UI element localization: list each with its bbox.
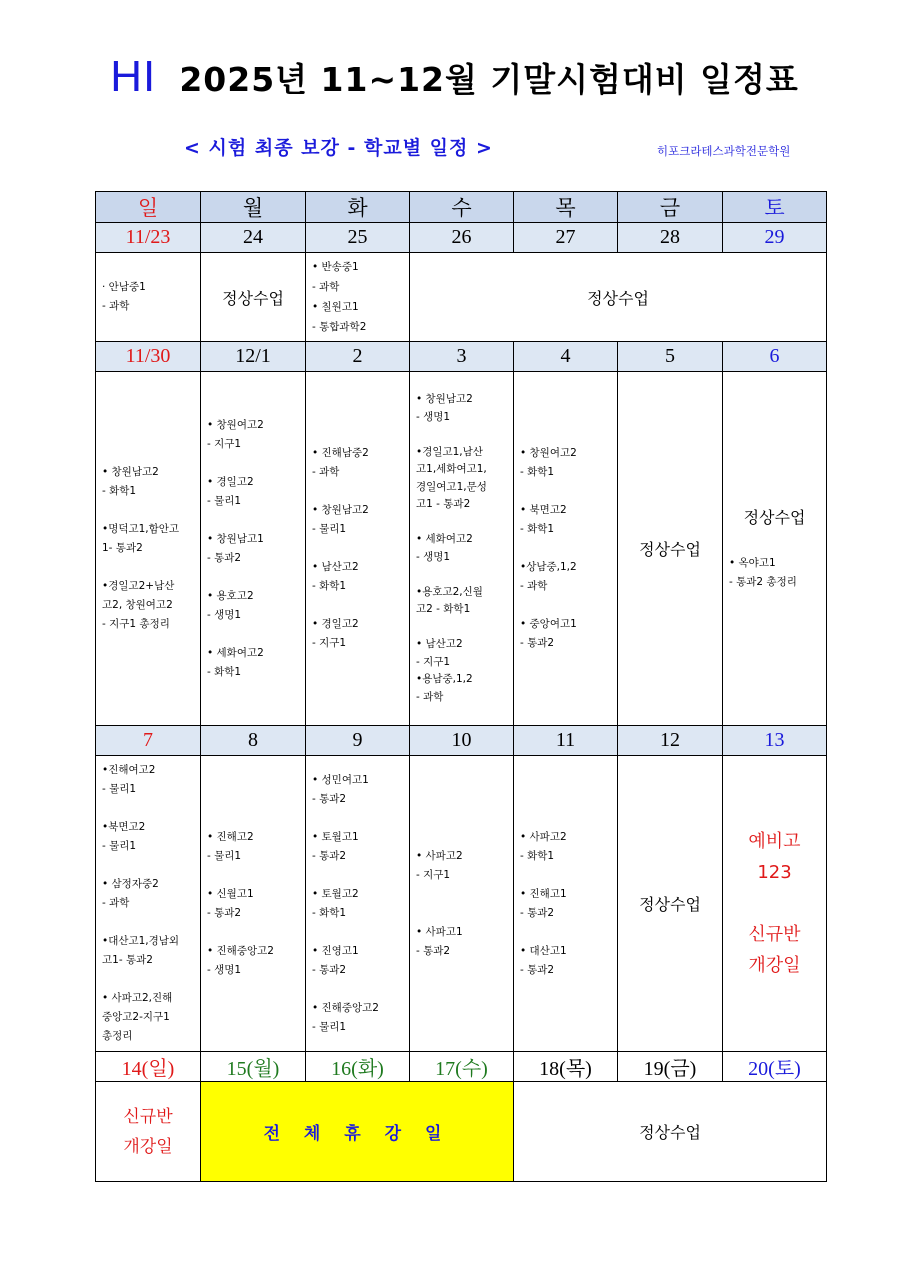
weekday-fri: 금 — [618, 192, 723, 223]
schedule-cell: • 창원여고2 - 화학1 • 북면고2 - 화학1 •상남중,1,2 - 과학 • 중앙여고1 - 통과2 — [514, 372, 618, 726]
date-cell: 16(화) — [306, 1052, 410, 1082]
weekday-sun: 일 — [96, 192, 201, 223]
date-cell: 26 — [410, 223, 514, 253]
schedule-row-week3 — [96, 756, 827, 1052]
date-cell: 11 — [514, 726, 618, 756]
date-cell: 7 — [96, 726, 201, 756]
date-row-week3 — [96, 726, 827, 756]
schedule-cell: • 반송중1 - 과학 • 칠원고1 - 통합과학2 — [306, 253, 410, 342]
date-row-week1 — [96, 223, 827, 253]
date-cell: 18(목) — [514, 1052, 618, 1082]
page-title: 2025년 11~12월 기말시험대비 일정표 — [179, 59, 799, 99]
date-cell: 24 — [201, 223, 306, 253]
schedule-cell — [723, 372, 827, 726]
date-cell: 8 — [201, 726, 306, 756]
normal-class-label: 정상수업 — [743, 508, 806, 527]
date-cell: 20(토) — [723, 1052, 827, 1082]
weekday-mon: 월 — [201, 192, 306, 223]
schedule-cell: • 성민여고1 - 통과2 • 토월고1 - 통과2 • 토월고2 - 화학1 • 진영고1 - 통과2 • 진해중앙고2 - 물리1 — [306, 756, 410, 1052]
weekday-tue: 화 — [306, 192, 410, 223]
date-cell: 12/1 — [201, 342, 306, 372]
date-cell: 6 — [723, 342, 827, 372]
schedule-cell: • 진해남중2 - 과학 • 창원남고2 - 물리1 • 남산고2 - 화학1 • 경일고2 - 지구1 — [306, 372, 410, 726]
date-cell: 14(일) — [96, 1052, 201, 1082]
schedule-cell: 정상수업 — [201, 253, 306, 342]
schedule-cell: • 창원남고2 - 화학1 •명덕고1,함안고 1- 통과2 •경일고2+남산 고2, 창원여고2 - 지구1 총정리 — [96, 372, 201, 726]
schedule-cell: •진해여고2 - 물리1 •북면고2 - 물리1 • 삼정자중2 - 과학 •대산고1,경남외 고1- 통과2 • 사파고2,진해 중앙고2-지구1 총정리 — [96, 756, 201, 1052]
date-cell: 2 — [306, 342, 410, 372]
weekday-header-row — [96, 192, 827, 223]
holiday-banner: 전 체 휴 강 일 — [201, 1082, 514, 1182]
schedule-calendar — [95, 191, 827, 1182]
date-row-week2 — [96, 342, 827, 372]
date-cell: 17(수) — [410, 1052, 514, 1082]
date-cell: 9 — [306, 726, 410, 756]
date-row-week4 — [96, 1052, 827, 1082]
date-cell: 3 — [410, 342, 514, 372]
schedule-row-week4 — [96, 1082, 827, 1182]
title-row — [0, 52, 909, 102]
weekday-wed: 수 — [410, 192, 514, 223]
date-cell: 5 — [618, 342, 723, 372]
page-subtitle: < 시험 최종 보강 - 학교별 일정 > — [184, 137, 493, 159]
schedule-cell: • 창원여고2 - 지구1 • 경일고2 - 물리1 • 창원남고1 - 통과2 • 용호고2 - 생명1 • 세화여고2 - 화학1 — [201, 372, 306, 726]
schedule-cell: • 진해고2 - 물리1 • 신월고1 - 통과2 • 진해중앙고2 - 생명1 — [201, 756, 306, 1052]
schedule-row-week2 — [96, 372, 827, 726]
date-cell: 12 — [618, 726, 723, 756]
academy-name: 히포크라테스과학전문학원 — [657, 144, 791, 158]
weekday-thu: 목 — [514, 192, 618, 223]
date-cell: 28 — [618, 223, 723, 253]
schedule-note: • 옥야고1 - 통과2 총정리 — [729, 557, 797, 588]
date-cell: 29 — [723, 223, 827, 253]
schedule-cell: · 안남중1 - 과학 — [96, 253, 201, 342]
schedule-cell: 정상수업 — [618, 756, 723, 1052]
date-cell: 13 — [723, 726, 827, 756]
new-class-notice: 신규반 개강일 — [96, 1082, 201, 1182]
date-cell: 11/30 — [96, 342, 201, 372]
date-cell: 4 — [514, 342, 618, 372]
weekday-sat: 토 — [723, 192, 827, 223]
schedule-cell: • 창원남고2 - 생명1 •경일고1,남산 고1,세화여고1, 경일여고1,문성 고1 - 통과2 • 세화여고2 - 생명1 •용호고2,신월 고2 - 화학1 • 남산고2 - 지구1 •용남중,1,2 - 과학 — [410, 372, 514, 726]
schedule-cell: 정상수업 — [618, 372, 723, 726]
date-cell: 15(월) — [201, 1052, 306, 1082]
date-cell: 11/23 — [96, 223, 201, 253]
date-cell: 27 — [514, 223, 618, 253]
date-cell: 19(금) — [618, 1052, 723, 1082]
schedule-cell: 정상수업 — [410, 253, 827, 342]
schedule-row-week1 — [96, 253, 827, 342]
date-cell: 25 — [306, 223, 410, 253]
date-cell: 10 — [410, 726, 514, 756]
schedule-cell: 정상수업 — [514, 1082, 827, 1182]
schedule-cell: • 사파고2 - 화학1 • 진해고1 - 통과2 • 대산고1 - 통과2 — [514, 756, 618, 1052]
academy-logo: HI — [110, 52, 157, 101]
schedule-cell: • 사파고2 - 지구1 • 사파고1 - 통과2 — [410, 756, 514, 1052]
new-class-notice: 예비고 123 신규반 개강일 — [723, 756, 827, 1052]
